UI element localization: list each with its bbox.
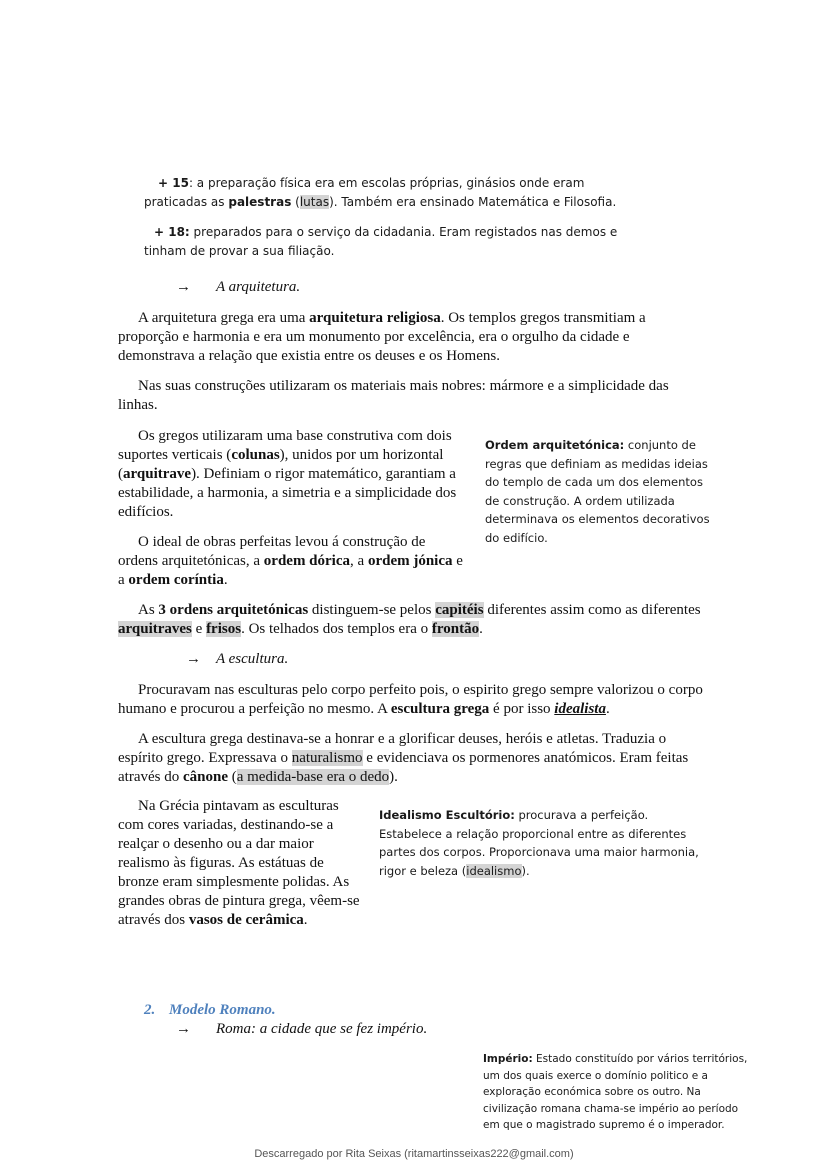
definition-text: Estado constituído por vários territórios, um dos quais exerce o domínio politico e a exploração económica sobre os outro. Na civilização romana chama-se império ao período em que o magistrado supremo é o imperador. [483, 1053, 748, 1131]
definition-text: procurava a perfeição. Estabelece a relação proporcional entre as diferentes partes dos corpos. Proporcionava uma maior harmonia, rigor e beleza ( [379, 808, 699, 878]
definition-box-ordem [485, 436, 715, 547]
definition-box-imperio [483, 1051, 758, 1134]
age-item-15 [144, 174, 644, 212]
section-title-text: Modelo Romano. [169, 1002, 276, 1018]
age-label: + 18: [154, 225, 190, 239]
paragraph: O ideal de obras perfeitas levou á construção de ordens arquitetónicas, a ordem dórica, a ordem jónica e a ordem coríntia. [118, 534, 463, 588]
heading-text: A arquitetura. [216, 279, 301, 295]
text: ). Também era ensinado Matemática e Filosofia. [329, 195, 617, 209]
definition-box-idealismo: Idealismo Escultório: procurava a perfeição. Estabelece a relação proporcional entre as diferentes partes dos corpos. Proporcionava uma maior harmonia, rigor e beleza (idealismo). [379, 808, 699, 878]
text: : a preparação física era em escolas próprias, ginásios onde eram praticadas as [144, 176, 585, 209]
heading-text: Roma: a cidade que se fez império. [216, 1021, 428, 1037]
arrow-icon: → [186, 651, 201, 667]
download-footer: Descarregado por Rita Seixas (ritamartinsseixas222@gmail.com) [254, 1148, 574, 1160]
paragraph: A escultura grega destinava-se a honrar e a glorificar deuses, heróis e atletas. Traduzia o espírito grego. Expressava o naturalismo e evidenciava os pormenores anatómicos. Eram feitas através do cânone (a medida-base era o dedo). [118, 731, 689, 785]
paragraph: Nas suas construções utilizaram os materiais mais nobres: mármore e a simplicidade das linhas. [118, 378, 669, 413]
bold-term: palestras [228, 195, 292, 209]
section-title-modelo-romano [144, 1002, 276, 1019]
paragraph: A arquitetura grega era uma arquitetura religiosa. Os templos gregos transmitiam a proporção e harmonia e era um monumento por excelência, era o orgulho da cidade e demonstrava a relação que existia entre os deuses e os Homens. [118, 310, 646, 364]
arrow-icon: → [176, 1021, 191, 1037]
heading-text: A escultura. [216, 651, 289, 667]
subheading-escultura [186, 651, 288, 668]
age-label: + 15 [158, 176, 189, 190]
definition-text: conjunto de regras que definiam as medidas ideias do templo de cada um dos elementos de construção. A ordem utilizada determinava os elementos decorativos do edifício. [485, 438, 710, 545]
text: ( [291, 195, 300, 209]
highlight-term: lutas [299, 195, 330, 209]
paragraph: Na Grécia pintavam as esculturas com cores variadas, destinando-se a realçar o desenho ou a dar maior realismo às figuras. As estátuas de bronze eram simplesmente polidas. As grandes obras de pintura grega, vêem-se através dos vasos de cerâmica. [118, 798, 360, 928]
definition-term: Ordem arquitetónica: [485, 438, 625, 452]
text: preparados para o serviço da cidadania. Eram registados nas demos e tinham de provar a sua filiação. [144, 225, 618, 258]
definition-term: Império: [483, 1053, 533, 1065]
age-item-18 [144, 223, 649, 261]
definition-term: Idealismo Escultório: [379, 808, 515, 822]
arrow-icon: → [176, 279, 191, 295]
subheading-roma [176, 1021, 427, 1038]
paragraph: Procuravam nas esculturas pelo corpo perfeito pois, o espirito grego sempre valorizou o corpo humano e procurou a perfeição no mesmo. A escultura grega é por isso idealista. [118, 682, 703, 717]
paragraph: As 3 ordens arquitetónicas distinguem-se pelos capitéis diferentes assim como as diferentes arquitraves e frisos. Os telhados dos templos era o frontão. [118, 602, 701, 637]
section-number: 2. [144, 1002, 156, 1018]
subheading-arquitetura [176, 279, 300, 296]
paragraph: Os gregos utilizaram uma base construtiva com dois suportes verticais (colunas), unidos por um horizontal (arquitrave). Definiam o rigor matemático, garantiam a estabilidade, a harmonia, a simetria e a simplicidade dos edifícios. [118, 428, 457, 520]
